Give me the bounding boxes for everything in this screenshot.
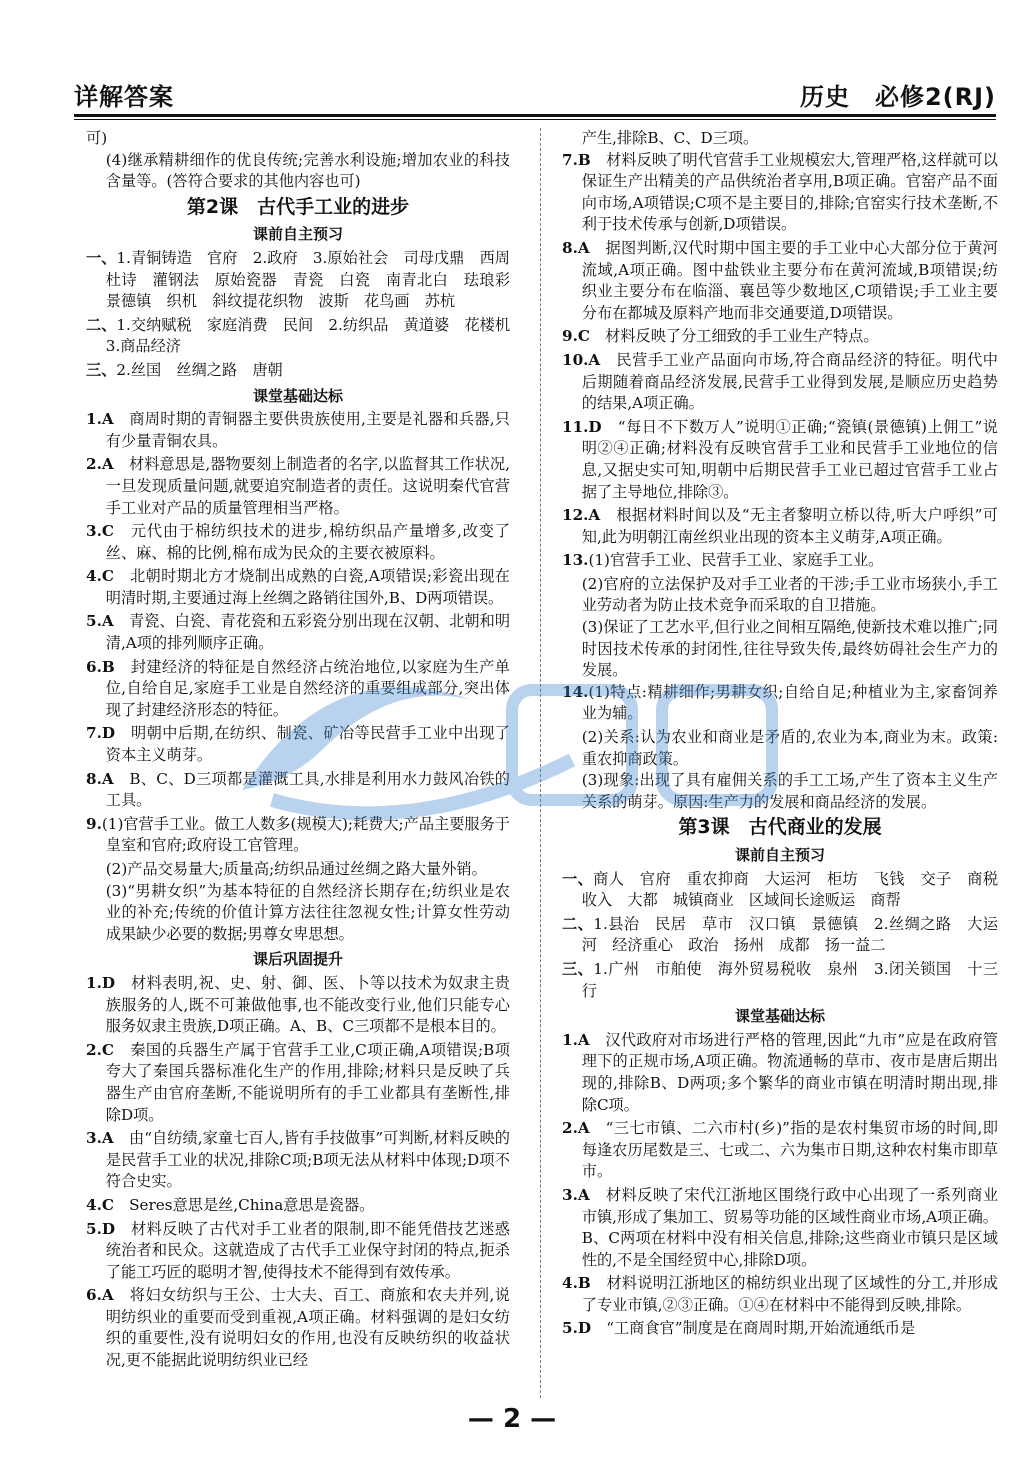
answer-number: 3.A — [562, 1185, 590, 1204]
answer-number: 11.D — [562, 417, 602, 436]
answer-item — [86, 315, 526, 358]
answer-number: 5.A — [86, 612, 114, 631]
answer-number: 8.A — [562, 238, 590, 257]
answer-text: B、C、D三项都是灌溉工具,水排是利用水力鼓风冶铁的工具。 — [105, 769, 510, 810]
column-divider — [540, 128, 541, 1398]
answer-item — [86, 1040, 510, 1126]
answer-item — [562, 150, 998, 236]
answer-number: 1.A — [562, 1030, 590, 1049]
answer-text: 1.青铜铸造 官府 2.政府 3.原始社会 司母戊鼎 西周 杜诗 灌钢法 原始瓷器 青瓷 白瓷 南青北白 珐琅彩 景德镇 织机 斜纹提花织物 波斯 花鸟画 苏杭 — [105, 248, 526, 311]
answer-text: 民营手工业产品面向市场,符合商品经济的特征。明代中后期随着商品经济发展,民营手工业得到发展,是顺应历史趋势的结果,A项正确。 — [581, 350, 998, 413]
header-title: 详解答案 — [74, 83, 174, 111]
answer-number: 5.D — [562, 1319, 592, 1338]
answer-item — [562, 550, 998, 572]
answer-item — [86, 1195, 510, 1217]
answer-number: 7.B — [562, 150, 591, 169]
answer-number: 13. — [562, 551, 589, 570]
answer-number: 一、 — [562, 869, 594, 888]
answer-item — [562, 959, 998, 1002]
answer-item — [86, 1128, 510, 1193]
answer-item — [562, 505, 998, 548]
answer-item — [562, 417, 998, 503]
answer-text: (4)继承精耕细作的优良传统;完善水利设施;增加农业的科技含量等。(答符合要求的其他内容也可) — [105, 150, 510, 191]
answer-number: 2.C — [86, 1040, 114, 1059]
answer-text: 材料说明江浙地区的棉纺织业出现了区域性的分工,并形成了专业市镇,②③正确。①④在材料中不能得到反映,排除。 — [581, 1274, 998, 1314]
answer-text: 1.广州 市舶使 海外贸易税收 泉州 3.闭关锁国 十三行 — [581, 959, 999, 1000]
answer-text: 材料反映了明代官营手工业规模宏大,管理严格,这样就可以保证生产出精美的产品供统治者享用,B项正确。官窑产品不面向市场,A项错误;C项不是主要目的,排除;官窑实行技术垄断,不利于技术传承与创新,D项错误。 — [581, 150, 998, 234]
section-heading: 课堂基础达标 — [734, 1007, 825, 1026]
header-rule-thin — [74, 119, 996, 120]
answer-number: 2.A — [86, 455, 114, 474]
answer-text: 产生,排除B、C、D三项。 — [581, 129, 759, 147]
answer-text: 明朝中后期,在纺织、制瓷、矿冶等民营手工业中出现了资本主义萌芽。 — [105, 724, 510, 765]
answer-number: 1.D — [86, 973, 116, 992]
answer-number: 8.A — [86, 769, 114, 788]
answer-text: 青瓷、白瓷、青花瓷和五彩瓷分别出现在汉朝、北朝和明清,A项的排列顺序正确。 — [105, 612, 510, 653]
answer-number: 2.A — [562, 1119, 590, 1138]
answer-text: 材料反映了分工细致的手工业生产特点。 — [589, 327, 879, 346]
right-column — [562, 128, 998, 1342]
answer-text: 材料表明,祝、史、射、御、医、卜等以技术为奴隶主贵族服务的人,既不可兼做他事,也不能改变行业,他们只能专心服务奴隶主贵族,D项正确。A、B、C三项都不是根本目的。 — [105, 973, 510, 1036]
section-heading: 课前自主预习 — [734, 846, 825, 864]
answer-item — [86, 814, 510, 857]
lesson-title: 第2课 古代手工业的进步 — [186, 195, 410, 218]
answer-text: (1)特点:精耕细作;男耕女织;自给自足;种植业为主,家畜饲养业为辅。 — [581, 682, 998, 723]
answer-item — [562, 1273, 998, 1316]
answer-text: “工商食官”制度是在商周时期,开始流通纸币是 — [591, 1319, 916, 1338]
answer-text: Seres意思是丝,China意思是瓷器。 — [113, 1195, 375, 1214]
answer-text: 汉代政府对市场进行严格的管理,因此“九市”应是在政府管理下的正规市场,A项正确。物流通畅的草市、夜市是唐后期出现的,排除B、D两项;多个繁华的商业市镇在明清时期出现,排除C项。 — [581, 1030, 998, 1114]
answer-number: 一、 — [86, 248, 117, 267]
answer-text: 元代由于棉纺织技术的进步,棉纺织品产量增多,改变了丝、麻、棉的比例,棉布成为民众的主要衣被原料。 — [105, 522, 510, 562]
answer-number: 9.C — [562, 327, 590, 346]
answer-item — [86, 521, 510, 564]
answer-number: 3.A — [86, 1129, 114, 1148]
answer-number: 14. — [562, 682, 589, 701]
answer-text: 1.交纳赋税 家庭消费 民间 2.纺织品 黄道婆 花楼机 3.商品经济 — [105, 315, 526, 356]
answer-number: 4.C — [86, 1195, 114, 1214]
answer-number: 10.A — [562, 350, 601, 369]
answer-text: 根据材料时间以及“无主者黎明立桥以待,听大户呼织”可知,此为明朝江南丝织业出现的资本主义萌芽,A项正确。 — [581, 506, 998, 546]
answer-item — [86, 723, 510, 766]
answer-number: 4.C — [86, 567, 114, 586]
answer-text: (3)“男耕女织”为基本特征的自然经济长期存在;纺织业是农业的补充;传统的价值计算方法往往忽视女性;计算女性劳动成果缺少必要的数据;男尊女卑思想。 — [105, 881, 510, 943]
answer-number: 9. — [86, 814, 102, 833]
answer-item — [86, 454, 510, 519]
answer-text: 将妇女纺织与王公、士大夫、百工、商旅和农夫并列,说明纺织业的重要而受到重视,A项正确。材料强调的是妇女纺织的重要性,没有说明妇女的作用,也没有反映纺织的收益状况,更不能据此说明纺织业已经 — [105, 1286, 510, 1370]
answer-text: (1)官营手工业、民营手工业、家庭手工业。 — [588, 551, 884, 570]
answer-text: 北朝时期北方才烧制出成熟的白瓷,A项错误;彩瓷出现在明清时期,主要通过海上丝绸之路销往国外,B、D两项错误。 — [105, 567, 510, 607]
answer-text: (3)保证了工艺水平,但行业之间相互隔绝,使新技术难以推广;同时因技术传承的封闭性,往往导致失传,最终妨碍社会生产力的发展。 — [581, 618, 998, 680]
header-rule — [74, 114, 996, 117]
answer-item — [86, 409, 510, 452]
answer-text: 材料反映了宋代江浙地区围绕行政中心出现了一系列商业市镇,形成了集加工、贸易等功能的区域性商业市场,A项正确。B、C两项在材料中没有相关信息,排除;这些商业市镇只是区域性的,不是全国经贸中心,排除D项。 — [581, 1185, 998, 1269]
answer-item — [562, 326, 998, 348]
page-header — [74, 72, 996, 112]
answer-item — [562, 1030, 998, 1116]
section-heading: 课前自主预习 — [252, 225, 343, 244]
answer-text: 可) — [86, 129, 108, 147]
answer-text: 材料反映了古代对手工业者的限制,即不能凭借技艺迷惑统治者和民众。这就造成了古代手工业保守封闭的特点,扼杀了能工巧匠的聪明才智,使得技术不能得到有效传承。 — [105, 1219, 510, 1281]
answer-item — [86, 769, 510, 812]
answer-text: 材料意思是,器物要刻上制造者的名字,以监督其工作状况,一旦发现质量问题,就要追究制造者的责任。这说明秦代官营手工业对产品的质量管理相当严格。 — [105, 455, 510, 517]
section-heading: 课堂基础达标 — [252, 386, 343, 405]
answer-number: 6.B — [86, 657, 115, 676]
answer-text: (2)关系:认为农业和商业是矛盾的,农业为本,商业为末。政策:重农抑商政策。 — [581, 728, 998, 768]
section-heading: 课后巩固提升 — [252, 950, 343, 969]
answer-item — [86, 1285, 510, 1371]
header-subject: 历史 必修2(RJ) — [799, 83, 996, 111]
answer-item — [562, 682, 998, 725]
answer-item — [86, 611, 510, 654]
answer-number: 1.A — [86, 410, 114, 429]
lesson-title: 第3课 古代商业的发展 — [678, 816, 882, 839]
answer-number: 三、 — [86, 360, 117, 379]
answer-text: 据图判断,汉代时期中国主要的手工业中心大部分位于黄河流域,A项正确。图中盐铁业主要分布在黄河流域,B项错误;纺织业主要分布在临淄、襄邑等少数地区,C项错误;手工业主要分布在都城及原料产地而非交通要道,D项错误。 — [581, 238, 998, 322]
page-number: — 2 — — [467, 1404, 557, 1434]
answer-item — [562, 869, 998, 912]
answer-text: 商周时期的青铜器主要供贵族使用,主要是礼器和兵器,只有少量青铜农具。 — [105, 410, 510, 450]
answer-text: (1)官营手工业。做工人数多(规模大);耗费大;产品主要服务于皇室和官府;政府设工官管理。 — [101, 814, 510, 855]
answer-item — [562, 1118, 998, 1183]
answer-text: 2.丝国 丝绸之路 唐朝 — [116, 360, 283, 379]
answer-text: 商人 官府 重农抑商 大运河 柜坊 飞钱 交子 商税收入 大都 城镇商业 区域间长途贩运 商帮 — [581, 869, 999, 910]
answer-text: “三七市镇、二六市村(乡)”指的是农村集贸市场的时间,即每逢农历尾数是三、七或二、六为集市日期,这种农村集市即草市。 — [581, 1119, 998, 1181]
left-column — [86, 128, 526, 1374]
answer-item — [86, 1219, 510, 1284]
answer-number: 5.D — [86, 1219, 116, 1238]
answer-item — [86, 973, 510, 1038]
answer-text: “每日不下数万人”说明①正确;“瓷镇(景德镇)上佣工”说明②④正确;材料没有反映官营手工业和民营手工业地位的信息,又据史实可知,明朝中后期民营手工业已超过官营手工业占据了主导地位,排除③。 — [581, 417, 998, 501]
answer-item — [562, 238, 998, 324]
answer-text: (2)官府的立法保护及对手工业者的干涉;手工业市场狭小,手工业劳动者为防止技术竞争而采取的自卫措施。 — [581, 574, 998, 615]
answer-item — [86, 657, 510, 722]
answer-number: 7.D — [86, 724, 116, 743]
answer-text: 1.县治 民居 草市 汉口镇 景德镇 2.丝绸之路 大运河 经济重心 政治 扬州 成都 扬一益二 — [581, 914, 999, 955]
answer-number: 12.A — [562, 506, 601, 525]
answer-text: 秦国的兵器生产属于官营手工业,C项正确,A项错误;B项夸大了秦国兵器标准化生产的作用,排除;材料只是反映了兵器生产由官府垄断,不能说明所有的手工业都具有垄断性,排除D项。 — [105, 1040, 510, 1124]
answer-number: 3.C — [86, 522, 114, 541]
answer-item — [86, 360, 510, 382]
answer-item — [562, 350, 998, 415]
answer-item — [86, 248, 526, 313]
answer-text: (3)现象:出现了具有雇佣关系的手工工场,产生了资本主义生产关系的萌芽。原因:生产力的发展和商品经济的发展。 — [581, 771, 998, 811]
answer-number: 6.A — [86, 1286, 114, 1305]
answer-text: 由“自纺绩,家童七百人,皆有手技做事”可判断,材料反映的是民营手工业的状况,排除C项;B项无法从材料中体现;D项不符合史实。 — [105, 1129, 510, 1191]
answer-number: 二、 — [86, 315, 117, 334]
answer-item — [562, 1318, 998, 1340]
answer-text: 封建经济的特征是自然经济占统治地位,以家庭为生产单位,自给自足,家庭手工业是自然经济的重要组成部分,突出体现了封建经济形态的特征。 — [105, 657, 510, 719]
answer-item — [562, 1185, 998, 1271]
answer-number: 三、 — [562, 959, 594, 978]
answer-item — [86, 566, 510, 609]
answer-number: 4.B — [562, 1274, 591, 1293]
answer-number: 二、 — [562, 914, 594, 933]
answer-item — [562, 914, 998, 957]
answer-text: (2)产品交易量大;质量高;纺织品通过丝绸之路大量外销。 — [105, 860, 487, 878]
